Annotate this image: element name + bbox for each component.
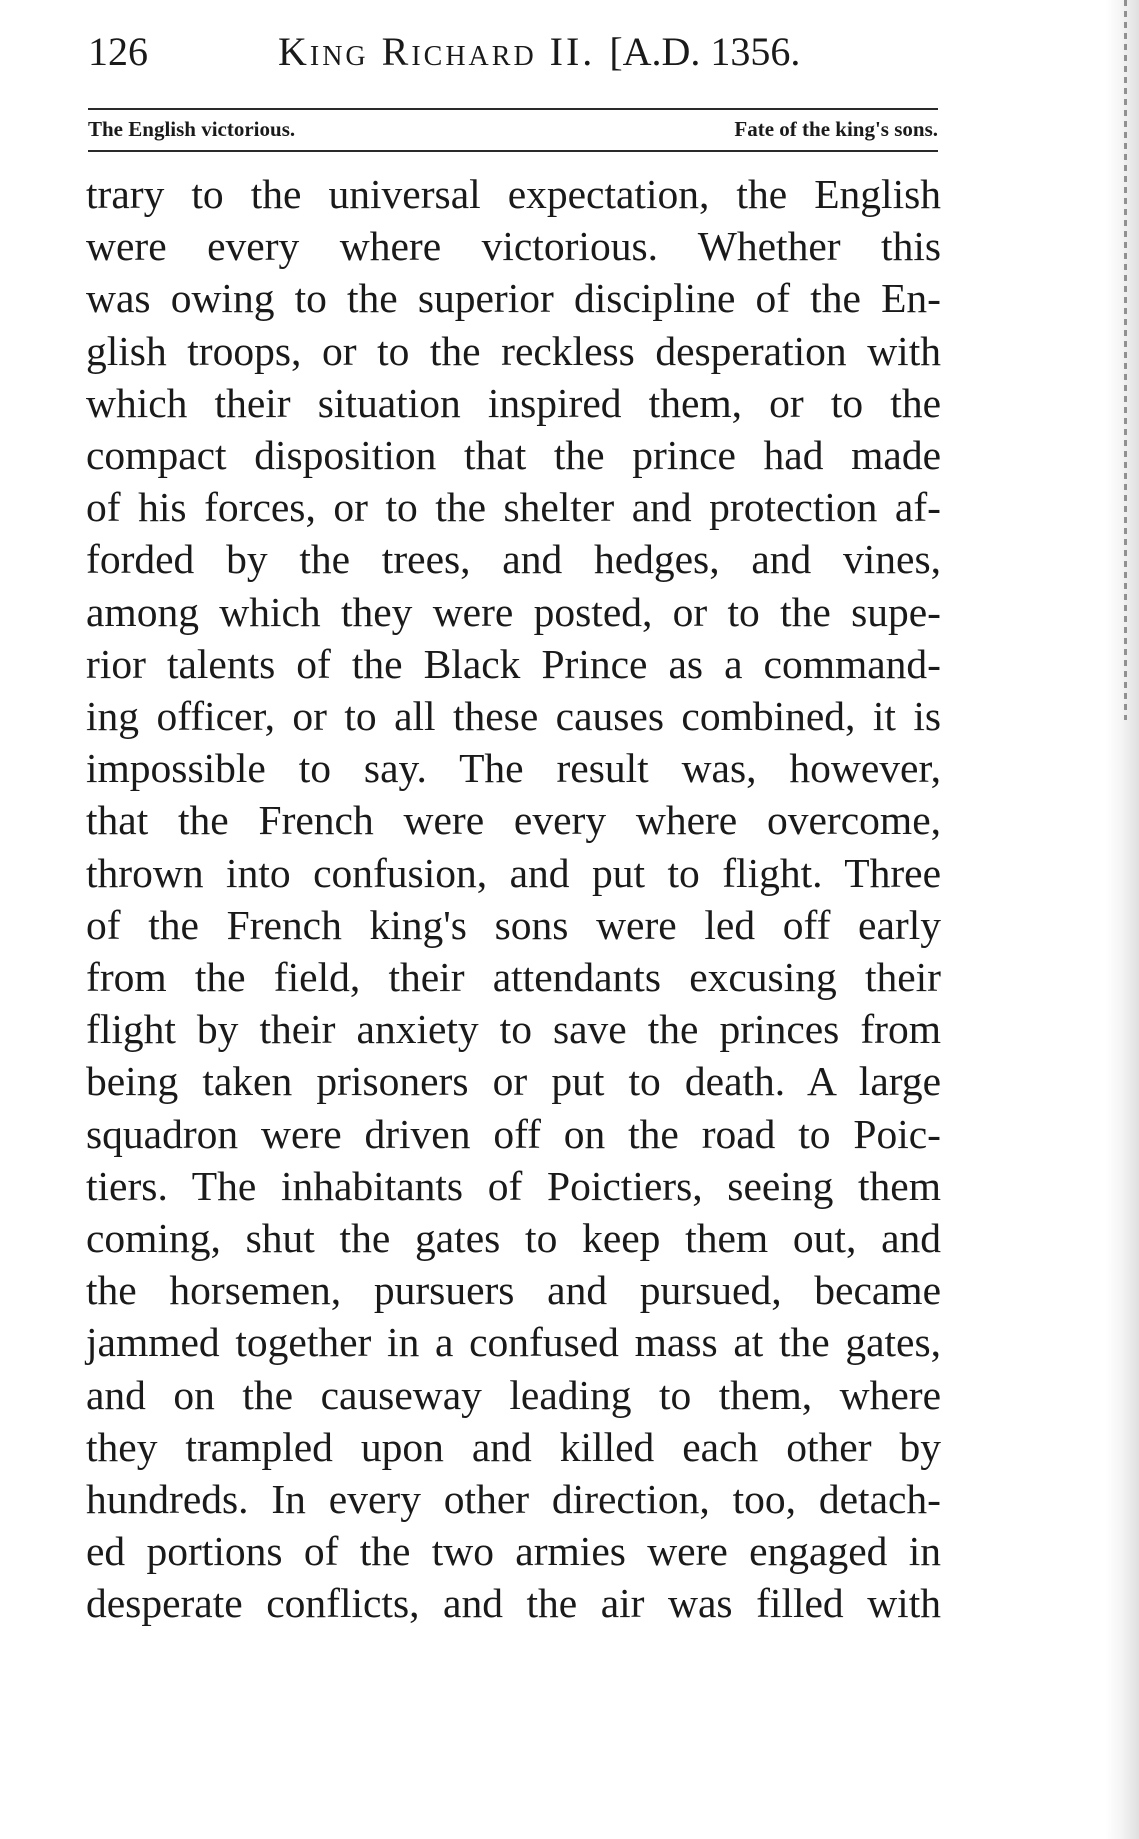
text-line: hundreds. In every other direction, too, detach- — [86, 1476, 941, 1523]
running-head — [88, 28, 938, 84]
text-line: rior talents of the Black Prince as a command- — [86, 640, 941, 687]
text-line: ed portions of the two armies were engaged in — [86, 1528, 941, 1575]
text-line: trary to the universal expectation, the English — [86, 171, 941, 217]
sidenote-row — [88, 117, 938, 147]
text-line: was owing to the superior discipline of the En- — [86, 275, 941, 322]
text-line: among which they were posted, or to the supe- — [86, 588, 941, 635]
book-title: King Richard II. — [278, 29, 596, 74]
text-line: compact disposition that the prince had made — [86, 432, 941, 479]
header-rule-bottom — [88, 150, 938, 152]
text-line: and on the causeway leading to them, where — [86, 1371, 941, 1418]
text-line: the horsemen, pursuers and pursued, became — [86, 1267, 941, 1314]
text-line: glish troops, or to the reckless desperation with — [86, 327, 941, 374]
sidenote-left: The English victorious. — [88, 117, 296, 141]
binding-edge — [1124, 0, 1127, 720]
text-line: desperate conflicts, and the air was filled with — [86, 1580, 941, 1627]
text-line: thrown into confusion, and put to flight. Three — [86, 849, 941, 896]
text-line: tiers. The inhabitants of Poictiers, seeing them — [86, 1162, 941, 1209]
text-line: forded by the trees, and hedges, and vines, — [86, 536, 941, 583]
header-rule-top — [88, 108, 938, 110]
text-line: squadron were driven off on the road to Poic- — [86, 1110, 941, 1157]
binding-shadow — [1105, 0, 1139, 1839]
text-line: impossible to say. The result was, however, — [86, 745, 941, 792]
text-line: ing officer, or to all these causes combined, it is — [86, 693, 941, 740]
text-line: of his forces, or to the shelter and protection af- — [86, 484, 941, 531]
page-number: 126 — [88, 29, 148, 74]
text-line: which their situation inspired them, or to the — [86, 379, 941, 426]
text-line: they trampled upon and killed each other by — [86, 1423, 941, 1470]
text-line: from the field, their attendants excusing their — [86, 954, 941, 1001]
body-text — [86, 168, 941, 1630]
text-line: of the French king's sons were led off early — [86, 901, 941, 948]
text-line: being taken prisoners or put to death. A large — [86, 1058, 941, 1105]
sidenote-right: Fate of the king's sons. — [734, 117, 938, 141]
text-line: flight by their anxiety to save the princes from — [86, 1006, 941, 1053]
text-line: coming, shut the gates to keep them out, and — [86, 1215, 941, 1262]
text-line: jammed together in a confused mass at the gates, — [86, 1319, 941, 1366]
text-line: that the French were every where overcome, — [86, 797, 941, 844]
text-line: were every where victorious. Whether this — [86, 223, 941, 270]
year-bracket: [A.D. 1356. — [609, 29, 801, 74]
